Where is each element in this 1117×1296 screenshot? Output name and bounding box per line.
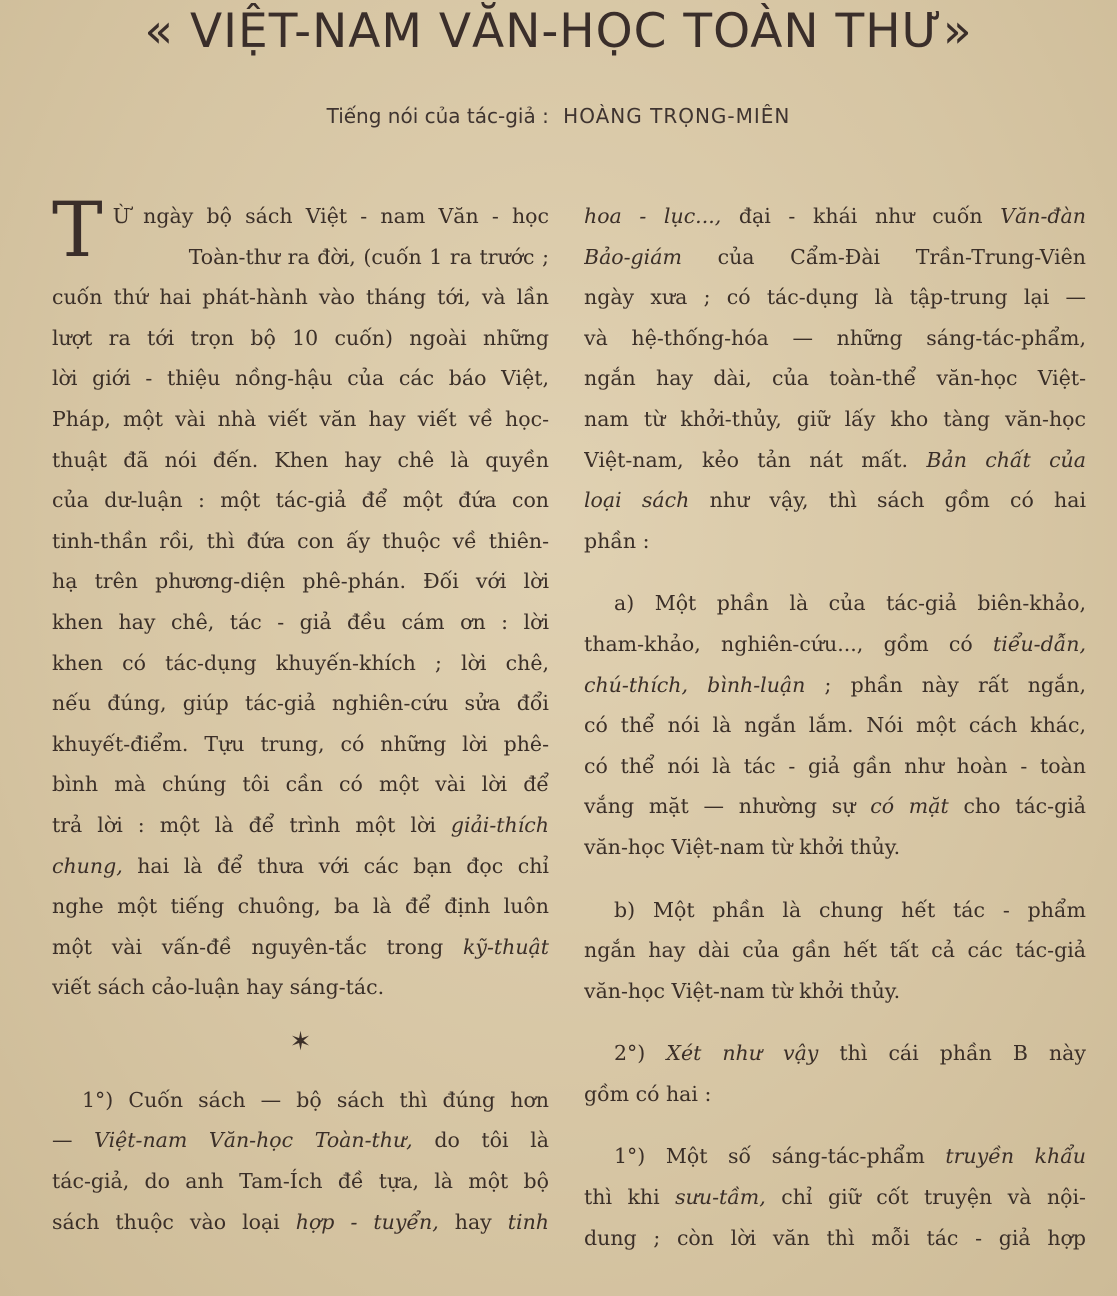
byline-label: Tiếng nói của tác-giả :	[326, 104, 549, 128]
text-line: hạ trên phương-diện phê-phán. Đối với lời	[52, 569, 549, 594]
text-fragment: đại - khái như cuốn	[738, 204, 983, 228]
paragraph-1	[52, 1080, 549, 1242]
text-line: lượt ra tới trọn bộ 10 cuốn) ngoài những	[52, 325, 549, 350]
italic-term: Việt-nam Văn-học Toàn-thư,	[94, 1128, 413, 1153]
italic-term: chung,	[52, 853, 123, 878]
text-line: a) Một phần là của tác-giả biên-khảo,	[614, 591, 1086, 616]
text-fragment: vắng mặt — nhường sự	[584, 794, 856, 819]
text-line	[584, 196, 1086, 237]
text-line	[584, 1033, 1086, 1074]
italic-term: hoa - lục...,	[584, 204, 722, 228]
text-fragment: tham-khảo, nghiên-cứu..., gồm có	[584, 631, 973, 656]
text-line: thuật đã nói đến. Khen hay chê là quyền	[52, 447, 549, 472]
text-line: và hệ-thống-hóa — những sáng-tác-phẩm,	[584, 325, 1086, 350]
text-line: dung ; còn lời văn thì mỗi tác - giả hợp	[584, 1225, 1086, 1250]
text-line: gồm có hai :	[584, 1081, 712, 1106]
italic-term: chú-thích, bình-luận	[584, 672, 806, 697]
text-line	[584, 665, 1086, 706]
text-line: cuốn thứ hai phát-hành vào tháng tới, và lần	[52, 285, 549, 310]
text-line: khen có tác-dụng khuyến-khích ; lời chê,	[52, 650, 549, 675]
text-fragment: một vài vấn-đề nguyên-tắc trong	[52, 934, 444, 959]
text-line: Toàn-thư ra đời, (cuốn 1 ra trước ;	[188, 244, 549, 269]
text-line: của dư-luận : một tác-giả để một đứa con	[52, 488, 549, 513]
text-fragment: ; phần này rất ngắn,	[824, 672, 1086, 697]
text-line	[52, 846, 549, 887]
text-fragment: thì cái phần B này	[839, 1041, 1086, 1066]
text-line	[584, 440, 1086, 481]
paragraph-gap	[584, 561, 1086, 583]
italic-term: Xét như vậy	[666, 1041, 819, 1066]
text-fragment: 1°) Một số sáng-tác-phẩm	[614, 1144, 925, 1169]
text-line: tác-giả, do anh Tam-Ích đề tựa, là một bộ	[52, 1169, 549, 1194]
italic-term: tinh	[507, 1209, 549, 1234]
italic-term: sưu-tầm,	[675, 1185, 766, 1210]
left-column	[52, 185, 549, 1242]
text-line: nếu đúng, giúp tác-giả nghiên-cứu sửa đổi	[52, 691, 549, 716]
paragraph-b	[584, 890, 1086, 1012]
text-line	[584, 1177, 1086, 1218]
author-name: HOÀNG TRỌNG-MIÊN	[563, 104, 791, 128]
text-line	[584, 786, 1086, 827]
text-line: văn-học Việt-nam từ khởi thủy.	[584, 978, 901, 1003]
text-line	[52, 1120, 549, 1161]
text-fragment: sách thuộc vào loại	[52, 1209, 280, 1234]
text-line: Pháp, một vài nhà viết văn hay viết về học-	[52, 406, 549, 431]
paragraph-d	[584, 1136, 1086, 1258]
text-line: lời giới - thiệu nồng-hậu của các báo Việt,	[52, 366, 549, 391]
italic-term: truyền khẩu	[945, 1144, 1086, 1169]
page-title: « VIỆT-NAM VĂN-HỌC TOÀN THƯ»	[144, 4, 973, 59]
text-fragment: trả lời : một là để trình một lời	[52, 812, 436, 837]
text-fragment: hay	[454, 1209, 492, 1234]
paragraph-gap	[584, 1114, 1086, 1136]
text-fragment: —	[52, 1128, 73, 1153]
text-line	[52, 1202, 549, 1243]
text-fragment: cho tác-giả	[963, 794, 1086, 819]
text-line: tinh-thần rồi, thì đứa con ấy thuộc về thiên-	[52, 528, 549, 553]
text-fragment: của Cẩm-Đài Trần-Trung-Viên	[717, 244, 1086, 269]
italic-term: tiểu-dẫn,	[993, 631, 1086, 656]
text-line	[584, 1136, 1086, 1177]
text-line: viết sách cảo-luận hay sáng-tác.	[52, 975, 385, 1000]
text-line	[52, 805, 549, 846]
text-line: phần :	[584, 528, 650, 553]
text-line: ngắn hay dài, của toàn-thể văn-học Việt-	[584, 366, 1086, 391]
paragraph-a	[584, 583, 1086, 867]
text-line: ngày xưa ; có tác-dụng là tập-trung lại —	[584, 285, 1086, 310]
text-line	[52, 927, 549, 968]
paragraph-2	[584, 1033, 1086, 1114]
text-line: có thể nói là tác - giả gần như hoàn - toàn	[584, 753, 1086, 778]
right-column	[584, 196, 1086, 1258]
text-line: nghe một tiếng chuông, ba là để định luôn	[52, 894, 549, 919]
text-fragment: như vậy, thì sách gồm có hai	[709, 488, 1086, 513]
text-line	[584, 624, 1086, 665]
text-fragment: Việt-nam, kẻo tản nát mất.	[584, 447, 909, 472]
italic-term: Bản chất của	[926, 447, 1086, 472]
byline	[0, 104, 1117, 128]
continuation-paragraph	[584, 196, 1086, 561]
text-line	[584, 237, 1086, 278]
text-line: có thể nói là ngắn lắm. Nói một cách khác,	[584, 713, 1086, 738]
text-line: bình mà chúng tôi cần có một vài lời để	[52, 772, 549, 797]
italic-term: kỹ-thuật	[462, 934, 549, 959]
italic-term: Văn-đàn	[1000, 204, 1086, 228]
text-fragment: thì khi	[584, 1185, 660, 1210]
text-fragment: chỉ giữ cốt truyện và nội-	[781, 1185, 1086, 1210]
text-fragment: hai là để thưa với các bạn đọc chỉ	[137, 853, 549, 878]
text-line: Ừ ngày bộ sách Việt - nam Văn - học	[112, 204, 549, 228]
italic-term: loại sách	[584, 488, 690, 513]
text-line	[584, 480, 1086, 521]
text-line: nam từ khởi-thủy, giữ lấy kho tàng văn-học	[584, 406, 1086, 431]
text-line: b) Một phần là chung hết tác - phẩm	[614, 897, 1086, 922]
italic-term: có mặt	[870, 794, 949, 819]
text-line: khuyết-điểm. Tựu trung, có những lời phê-	[52, 731, 549, 756]
drop-cap: T	[52, 185, 103, 274]
text-line: 1°) Cuốn sách — bộ sách thì đúng hơn	[82, 1087, 549, 1112]
paragraph-gap	[584, 1011, 1086, 1033]
italic-term: Bảo-giám	[584, 244, 682, 269]
text-line: văn-học Việt-nam từ khởi thủy.	[584, 834, 901, 859]
text-line: khen hay chê, tác - giả đều cám ơn : lời	[52, 609, 549, 634]
paragraph-gap	[584, 868, 1086, 890]
section-separator-star: ✶	[289, 1026, 312, 1057]
intro-paragraph	[52, 185, 549, 1008]
italic-term: giải-thích	[450, 812, 549, 837]
text-line: ngắn hay dài của gần hết tất cả các tác-giả	[584, 938, 1086, 963]
text-fragment: do tôi là	[434, 1128, 549, 1153]
italic-term: hợp - tuyển,	[295, 1209, 439, 1234]
text-fragment: 2°)	[614, 1041, 646, 1066]
